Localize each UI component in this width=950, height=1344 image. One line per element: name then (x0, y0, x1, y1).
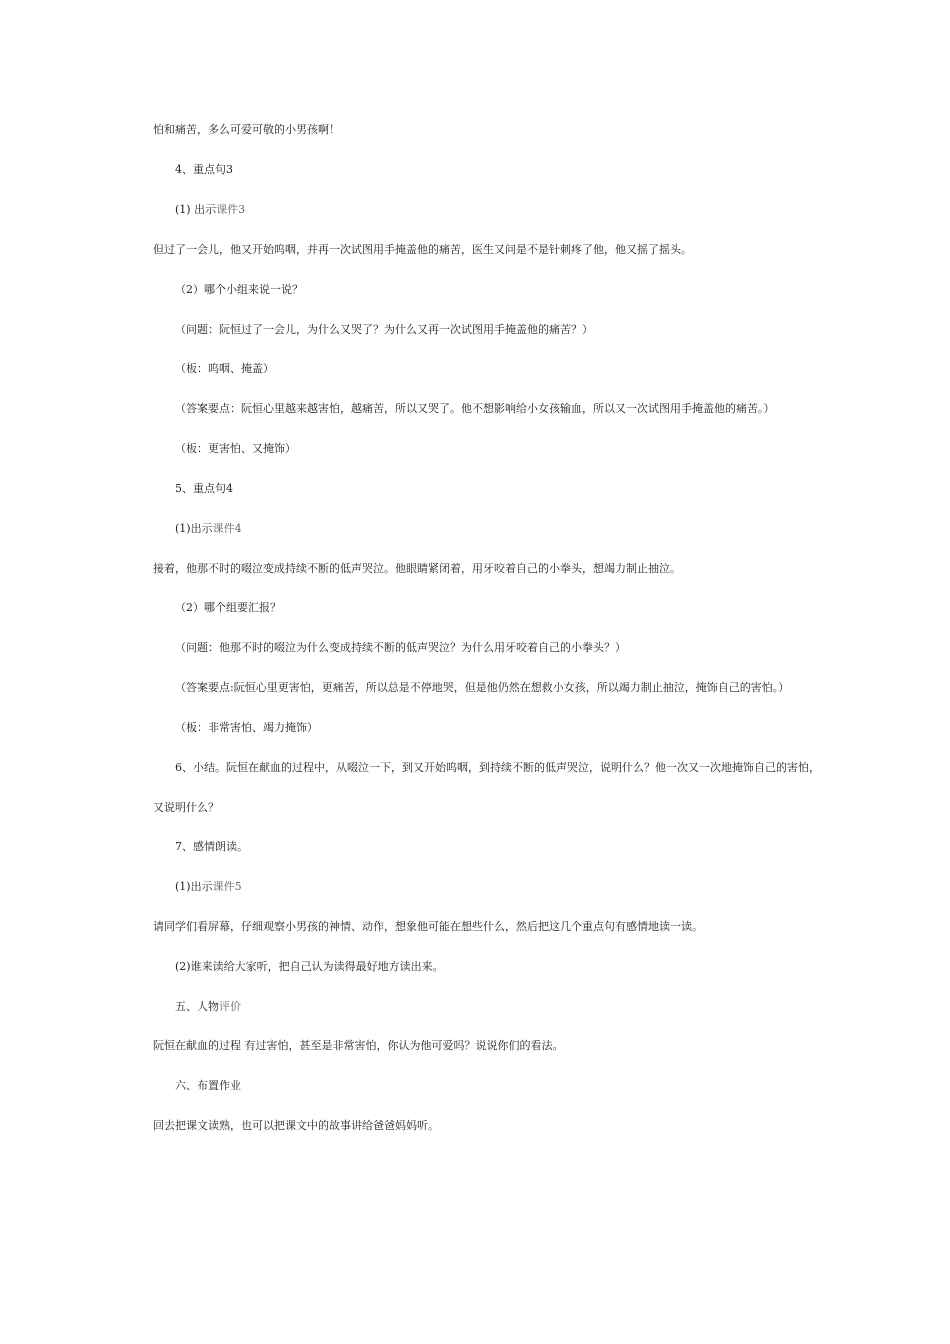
step-label: (1)出示 (175, 522, 213, 535)
paragraph-line: （问题：他那不时的啜泣为什么变成持续不断的低声哭泣？为什么用牙咬着自己的小拳头？） (175, 641, 626, 654)
section-heading (175, 999, 835, 1015)
paragraph-line: （答案要点：阮恒心里越来越害怕，越痛苦，所以又哭了。他不想影响给小女孩输血，所以又一次试图用手掩盖他的痛苦。） (175, 402, 775, 415)
paragraph-line (175, 202, 835, 218)
paragraph-line: （2）哪个组要汇报？ (175, 601, 281, 614)
step-label: (1)出示 (175, 880, 213, 893)
paragraph-line: 请同学们看屏幕，仔细观察小男孩的神情、动作，想象他可能在想些什么，然后把这几个重点句有感情地读一读。 (153, 920, 703, 933)
courseware-label: 课件4 (212, 522, 242, 535)
section-heading: 7、感情朗读。 (175, 840, 248, 853)
paragraph-line: (2)谁来读给大家听，把自己认为读得最好地方读出来。 (175, 960, 444, 973)
paragraph-line: 又说明什么？ (153, 801, 219, 814)
section-heading: 5、重点句4 (175, 482, 233, 495)
paragraph-line: 但过了一会儿，他又开始呜咽，并再一次试图用手掩盖他的痛苦，医生又问是不是针刺疼了他，他又摇了摇头。 (153, 243, 692, 256)
paragraph-line: 怕和痛苦，多么可爱可敬的小男孩啊！ (153, 123, 340, 136)
paragraph-line (175, 879, 835, 895)
step-label: (1) 出示 (175, 203, 217, 216)
paragraph-line: 回去把课文读熟，也可以把课文中的故事讲给爸爸妈妈听。 (153, 1119, 439, 1132)
paragraph-line: （板：呜咽、掩盖） (175, 362, 274, 375)
heading-label: 五、人物 (175, 1000, 219, 1013)
section-heading: 六、布置作业 (175, 1079, 241, 1092)
paragraph-line (175, 521, 835, 537)
paragraph-line: （答案要点:阮恒心里更害怕，更痛苦，所以总是不停地哭，但是他仍然在想救小女孩，所以竭力制止抽泣，掩饰自己的害怕。） (175, 681, 790, 694)
paragraph-line: （问题：阮恒过了一会儿，为什么又哭了？为什么又再一次试图用手掩盖他的痛苦？） (175, 323, 593, 336)
heading-suffix: 评价 (219, 1000, 241, 1013)
paragraph-line: （2）哪个小组来说一说？ (175, 283, 303, 296)
paragraph-line: 6、小结。阮恒在献血的过程中，从啜泣一下，到又开始呜咽，到持续不断的低声哭泣，说明什么？他一次又一次地掩饰自己的害怕， (175, 761, 820, 774)
paragraph-line: （板：更害怕、又掩饰） (175, 442, 296, 455)
paragraph-line: 阮恒在献血的过程 有过害怕，甚至是非常害怕，你认为他可爱吗？说说你们的看法。 (153, 1039, 564, 1052)
courseware-label: 课件5 (212, 880, 242, 893)
paragraph-line: 接着，他那不时的啜泣变成持续不断的低声哭泣。他眼睛紧闭着，用牙咬着自己的小拳头，想竭力制止抽泣。 (153, 562, 681, 575)
section-heading: 4、重点句3 (175, 163, 233, 176)
courseware-label: 课件3 (216, 203, 246, 216)
paragraph-line: （板：非常害怕、竭力掩饰） (175, 721, 318, 734)
